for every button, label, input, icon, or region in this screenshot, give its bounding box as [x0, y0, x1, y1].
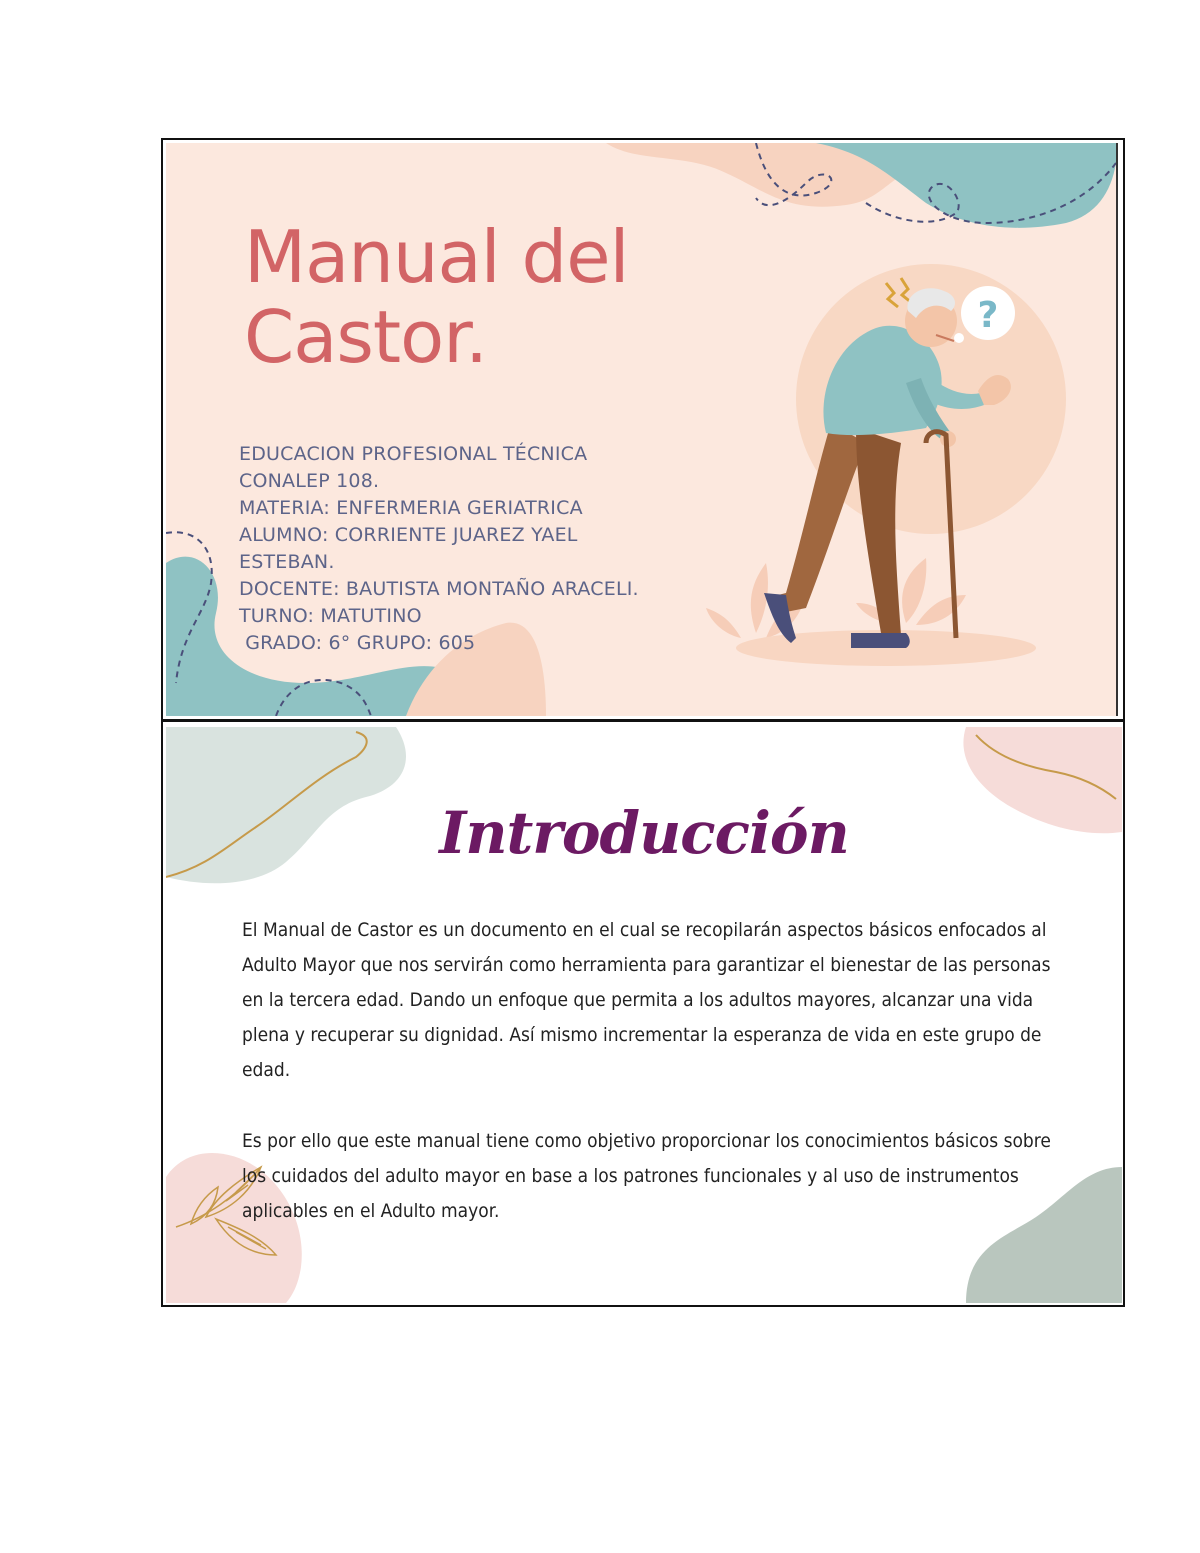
- question-mark-icon: ?: [977, 295, 999, 336]
- cover-slide: [166, 143, 1116, 716]
- cover-title-line-2: Castor.: [244, 295, 488, 379]
- cover-info-block: [239, 441, 719, 657]
- intro-title: Introducción: [439, 799, 849, 867]
- cover-info-line: EDUCACION PROFESIONAL TÉCNICA: [239, 443, 588, 465]
- cover-info-line: ESTEBAN.: [239, 551, 335, 573]
- cover-right-border: [1116, 143, 1118, 716]
- cover-info-line: GRADO: 6° GRUPO: 605: [239, 632, 476, 654]
- cover-info-line: ALUMNO: CORRIENTE JUAREZ YAEL: [239, 524, 578, 546]
- cover-info-line: MATERIA: ENFERMERIA GERIATRICA: [239, 497, 583, 519]
- intro-slide: [166, 727, 1122, 1303]
- row-divider: [161, 719, 1125, 722]
- intro-paragraph-2: Es por ello que este manual tiene como objetivo proporcionar los conocimientos básicos sobre los cuidados del adulto mayor en base a los patrones funcionales y al uso de instrumentos aplicables en el Adulto mayor.: [242, 1130, 1051, 1222]
- cover-info-line: TURNO: MATUTINO: [239, 605, 422, 627]
- intro-paragraph-1: El Manual de Castor es un documento en el cual se recopilarán aspectos básicos enfocados al Adulto Mayor que nos servirán como herramienta para garantizar el bienestar de las personas en la tercera edad. Dando un enfoque que permita a los adultos mayores, alcanzar una vida plena y recuperar su dignidad. Así mismo incrementar la esperanza de vida en este grupo de edad.: [242, 919, 1051, 1081]
- cover-title: [244, 217, 629, 377]
- intro-body: [242, 913, 1052, 1229]
- cover-info-line: CONALEP 108.: [239, 470, 380, 492]
- cover-title-line-1: Manual del: [244, 215, 629, 299]
- cover-info-line: DOCENTE: BAUTISTA MONTAÑO ARACELI.: [239, 578, 639, 600]
